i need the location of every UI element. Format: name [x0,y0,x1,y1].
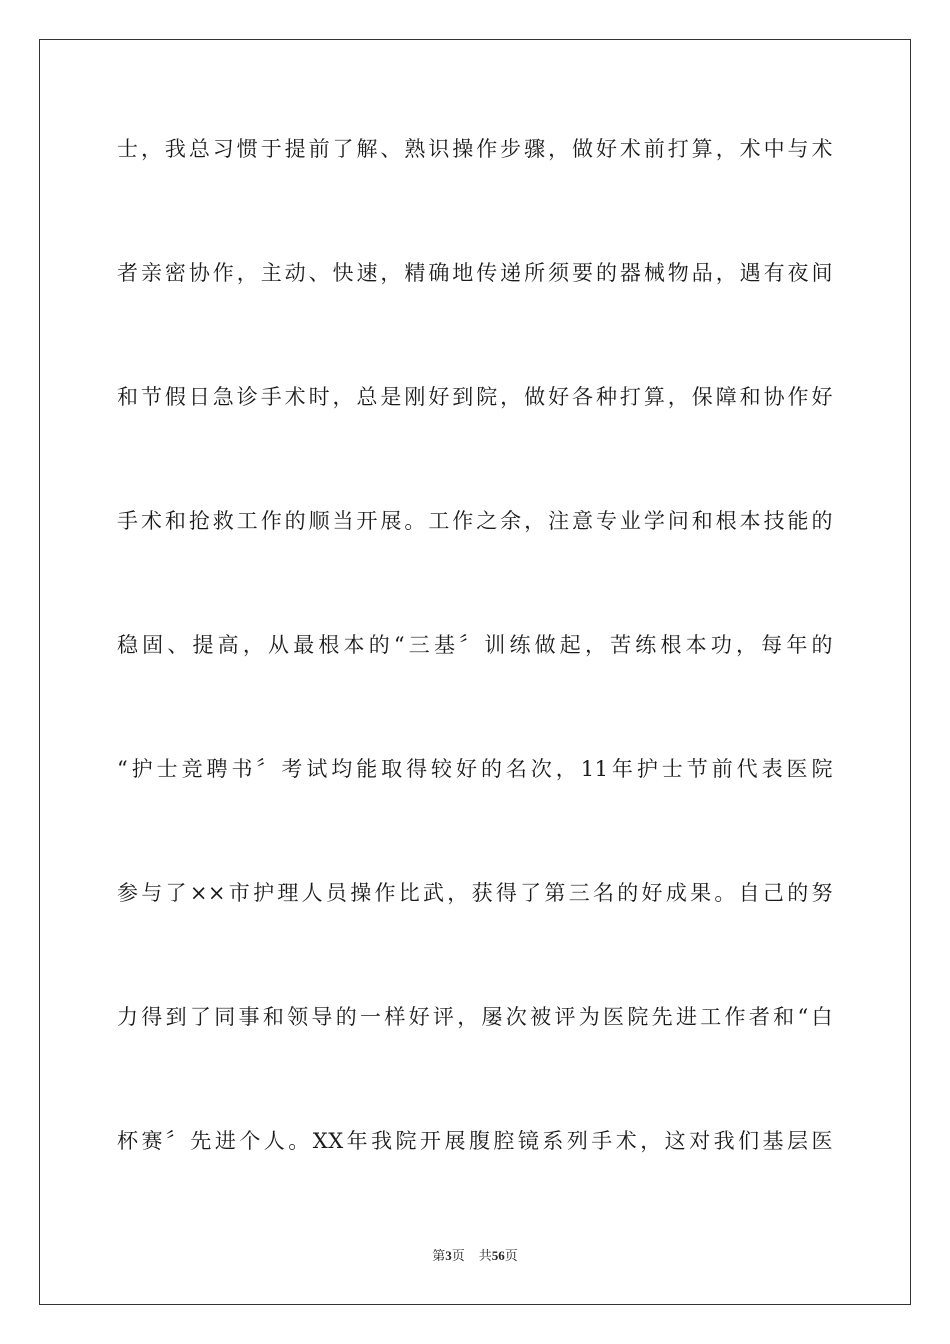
page-suffix: 页 [451,1248,465,1263]
text-line: 杯赛〞先进个人。XX年我院开展腹腔镜系列手术，这对我们基层医 [117,1129,833,1153]
total-pages: 56 [491,1248,505,1263]
page-footer [0,1247,950,1265]
total-prefix: 共 [478,1248,492,1263]
page-prefix: 第 [432,1248,446,1263]
page-number: 3 [445,1248,452,1263]
total-suffix: 页 [504,1248,518,1263]
text-line: 参与了××市护理人员操作比武，获得了第三名的好成果。自己的努 [117,881,833,905]
text-line: 手术和抢救工作的顺当开展。工作之余，注意专业学问和根本技能的 [117,509,833,533]
text-line: “护士竞聘书〞考试均能取得较好的名次，11年护士节前代表医院 [117,757,833,781]
text-line: 士，我总习惯于提前了解、熟识操作步骤，做好术前打算，术中与术 [117,137,833,161]
text-line: 力得到了同事和领导的一样好评，屡次被评为医院先进工作者和“白 [117,1005,833,1029]
page-border [39,39,911,1305]
text-line: 和节假日急诊手术时，总是刚好到院，做好各种打算，保障和协作好 [117,385,833,409]
text-line: 稳固、提高，从最根本的“三基〞训练做起，苦练根本功，每年的 [117,633,833,657]
text-line: 者亲密协作，主动、快速，精确地传递所须要的器械物品，遇有夜间 [117,261,833,285]
